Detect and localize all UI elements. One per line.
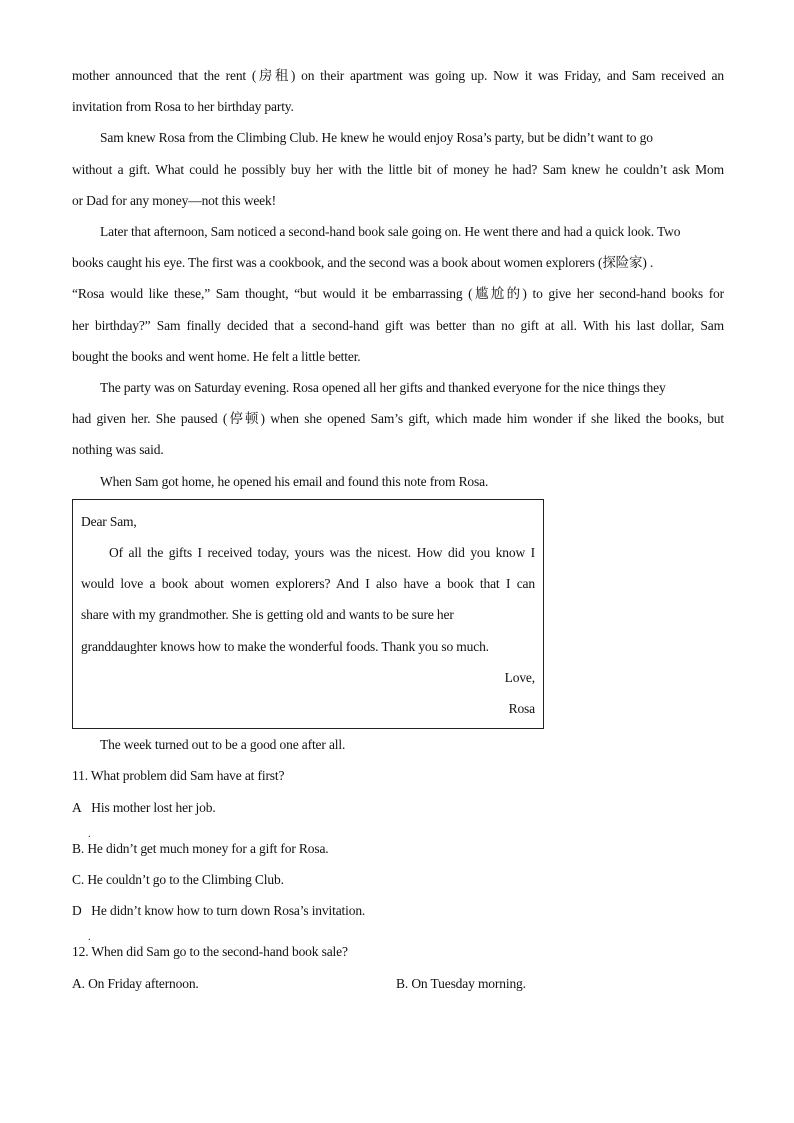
- option-text: He didn’t know how to turn down Rosa’s invitation.: [91, 903, 366, 919]
- option-row: [72, 968, 724, 999]
- spacer: [72, 823, 724, 833]
- option-b: [396, 968, 720, 999]
- text-line: bought the books and went home. He felt a little better.: [72, 348, 361, 364]
- spacer: [72, 926, 724, 936]
- option-letter: A: [72, 799, 82, 815]
- option-b: [72, 833, 724, 864]
- story-paragraph-3: [72, 372, 724, 466]
- option-a: [72, 968, 396, 999]
- option-letter: D: [72, 903, 82, 919]
- option-text: His mother lost her job.: [91, 799, 216, 815]
- story-paragraph-0: [72, 60, 724, 122]
- option-a: [72, 792, 724, 823]
- letter-signature: Rosa: [508, 701, 535, 717]
- letter-body-line: Of all the gifts I received today, yours was the nicest. How did you know I: [109, 545, 535, 561]
- story-paragraph-2: [72, 216, 724, 372]
- question-stem: 11. What problem did Sam have at first?: [72, 768, 285, 784]
- question-stem: 12. When did Sam go to the second-hand book sale?: [72, 944, 348, 960]
- text-line: or Dad for any money—not this week!: [72, 192, 276, 208]
- option-text: On Friday afternoon.: [88, 975, 199, 991]
- option-text: He didn’t get much money for a gift for Rosa.: [87, 840, 329, 856]
- question-12: [72, 936, 724, 998]
- email-note-box: [72, 499, 544, 729]
- text-line: Later that afternoon, Sam noticed a second-hand book sale going on. He went there and had a quick look. Two: [100, 224, 681, 240]
- text-line: “Rosa would like these,” Sam thought, “but would it be embarrassing (尴尬的) to give her second-hand books for: [72, 286, 724, 302]
- text-line: books caught his eye. The first was a cookbook, and the second was a book about women explorers (探险家) .: [72, 255, 654, 271]
- letter-body-line: would love a book about women explorers? And I also have a book that I can: [81, 576, 535, 592]
- text-line: The party was on Saturday evening. Rosa opened all her gifts and thanked everyone for the nice things they: [100, 380, 666, 396]
- option-letter: C.: [72, 872, 85, 888]
- letter-body-line: granddaughter knows how to make the wonderful foods. Thank you so much.: [81, 638, 489, 654]
- story-paragraph-4: When Sam got home, he opened his email and found this note from Rosa.: [100, 473, 489, 489]
- story-paragraph-1: [72, 122, 724, 216]
- story-paragraph-5: The week turned out to be a good one after all.: [100, 737, 346, 753]
- letter-body-line: share with my grandmother. She is getting old and wants to be sure her: [81, 607, 454, 623]
- option-text: He couldn’t go to the Climbing Club.: [87, 872, 284, 888]
- option-c: [72, 864, 724, 895]
- option-letter: A.: [72, 975, 85, 991]
- question-11: [72, 760, 724, 926]
- document-page: [72, 60, 724, 999]
- option-letter: B.: [72, 840, 85, 856]
- option-text: On Tuesday morning.: [411, 975, 526, 991]
- text-line: had given her. She paused (停顿) when she opened Sam’s gift, which made him wonder if she liked the books, but: [72, 411, 724, 427]
- text-line: her birthday?” Sam finally decided that a second-hand gift was better than no gift at all. With his last dollar, Sam: [72, 317, 724, 333]
- text-line: Sam knew Rosa from the Climbing Club. He knew he would enjoy Rosa’s party, but be didn’t want to go: [100, 130, 653, 146]
- letter-greeting: Dear Sam,: [81, 513, 137, 529]
- text-line: mother announced that the rent (房租) on their apartment was going up. Now it was Friday, and Sam received an: [72, 68, 724, 83]
- option-d: [72, 895, 724, 926]
- text-line: invitation from Rosa to her birthday party.: [72, 99, 294, 115]
- text-line: nothing was said.: [72, 442, 164, 458]
- option-letter: B.: [396, 975, 409, 991]
- letter-closing: Love,: [504, 669, 535, 685]
- text-line: without a gift. What could he possibly buy her with the little bit of money he had? Sam knew he couldn’t ask Mom: [72, 161, 724, 177]
